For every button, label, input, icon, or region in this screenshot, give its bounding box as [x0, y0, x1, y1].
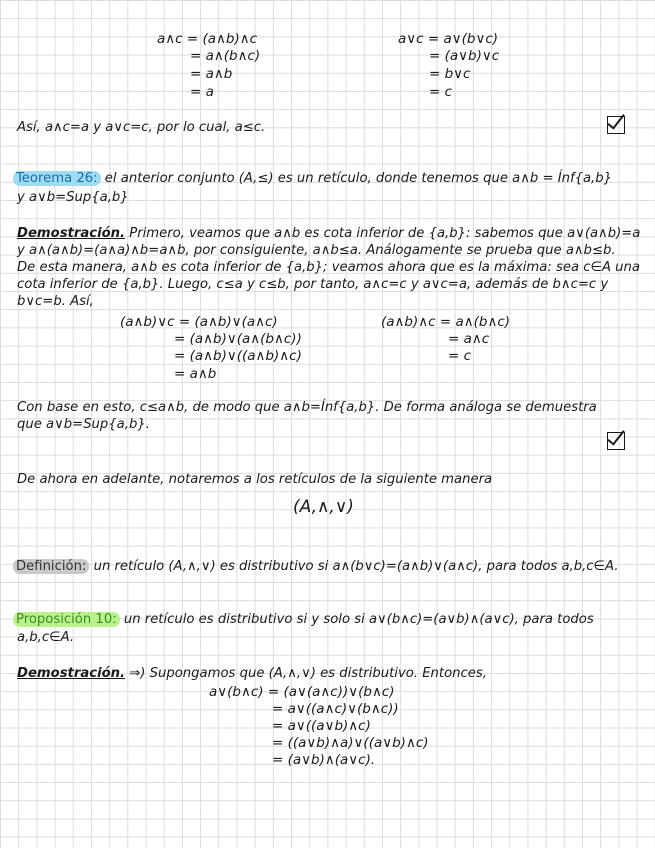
theorem-label: Teorema 26:	[13, 171, 101, 186]
equation-line: = (a∧b)∨((a∧b)∧c)	[174, 348, 302, 364]
equation-line: = a	[190, 84, 214, 100]
checkmark-box-icon	[607, 432, 625, 450]
equation-line: a∨c = a∨(b∨c)	[398, 31, 499, 47]
demo-label: Demostración.	[17, 226, 126, 241]
demo-paragraph-line4: cota inferior de {a,b}. Luego, c≤a y c≤b, por tanto, a∧c=c y a∨c=a, además de b∧c=c y	[17, 277, 609, 292]
conclusion-line1: Con base en esto, c≤a∧b, de modo que a∧b=Ínf{a,b}. De forma análoga se demuestra	[17, 400, 597, 415]
equation-line: = b∨c	[429, 66, 471, 82]
equation-line: = a∧c	[448, 331, 490, 347]
demo-paragraph-line5: b∨c=b. Así,	[17, 294, 94, 309]
proposition-10	[13, 612, 594, 628]
equation-line: (a∧b)∧c = a∧(b∧c)	[381, 314, 511, 330]
definition	[13, 559, 619, 575]
equation-line: = (a∧b)∨(a∧(b∧c))	[174, 331, 302, 347]
demo-paragraph-line2: y a∧(a∧b)=(a∧a)∧b=a∧b, por consiguiente, a∧b≤a. Análogamente se prueba que a∧b≤b.	[17, 243, 616, 258]
equation-line: = (a∨b)∨c	[429, 48, 500, 64]
asi-line: Así, a∧c=a y a∨c=c, por lo cual, a≤c.	[17, 120, 266, 135]
equation-line: (a∧b)∨c = (a∧b)∨(a∧c)	[120, 314, 278, 330]
proposition-text-line2: a,b,c∈A.	[17, 630, 75, 645]
demo2-line1: Demostración. ⇒) Supongamos que (A,∧,∨) es distributivo. Entonces,	[17, 666, 487, 681]
equation-line: = a∧b	[174, 366, 217, 382]
equation-line: = c	[429, 84, 453, 100]
definition-label: Definición:	[13, 559, 89, 574]
checkmark-box-icon	[607, 116, 625, 134]
equation-line: = ((a∨b)∧a)∨((a∨b)∧c)	[272, 735, 429, 751]
theorem-text-line2: y a∨b=Sup{a,b}	[17, 190, 129, 205]
equation-line: = c	[448, 348, 472, 364]
equation-line: = a∨((a∧c)∨(b∧c))	[272, 701, 399, 717]
definition-text: un retículo (A,∧,∨) es distributivo si a∧(b∨c)=(a∧b)∨(a∧c), para todos a,b,c∈A.	[93, 559, 619, 574]
proposition-text-line1: un retículo es distributivo si y solo si a∨(b∧c)=(a∨b)∧(a∨c), para todos	[123, 612, 594, 627]
equation-line: = a∧(b∧c)	[190, 48, 261, 64]
demo-paragraph-line3: De esta manera, a∧b es cota inferior de {a,b}; veamos ahora que es la máxima: sea c∈A una	[17, 260, 640, 275]
notation-line: De ahora en adelante, notaremos a los retículos de la siguiente manera	[17, 472, 493, 487]
conclusion-line2: que a∨b=Sup{a,b}.	[17, 417, 150, 432]
equation-line: a∧c = (a∧b)∧c	[157, 31, 258, 47]
equation-line: = a∧b	[190, 66, 233, 82]
demo-paragraph-line1: Demostración. Primero, veamos que a∧b es cota inferior de {a,b}: sabemos que a∨(a∧b)=a	[17, 226, 641, 241]
equation-line: = (a∨b)∧(a∨c).	[272, 752, 376, 768]
theorem-text-line1: el anterior conjunto (A,≤) es un retículo, donde tenemos que a∧b = Ínf{a,b}	[104, 171, 613, 186]
equation-line: = a∨((a∨b)∧c)	[272, 718, 371, 734]
theorem-26	[13, 171, 612, 187]
notation-formula: (A,∧,∨)	[293, 497, 354, 517]
equation-line: a∨(b∧c) = (a∨(a∧c))∨(b∧c)	[209, 684, 395, 700]
demo-label: Demostración.	[17, 666, 126, 681]
proposition-label: Proposición 10:	[13, 612, 120, 627]
